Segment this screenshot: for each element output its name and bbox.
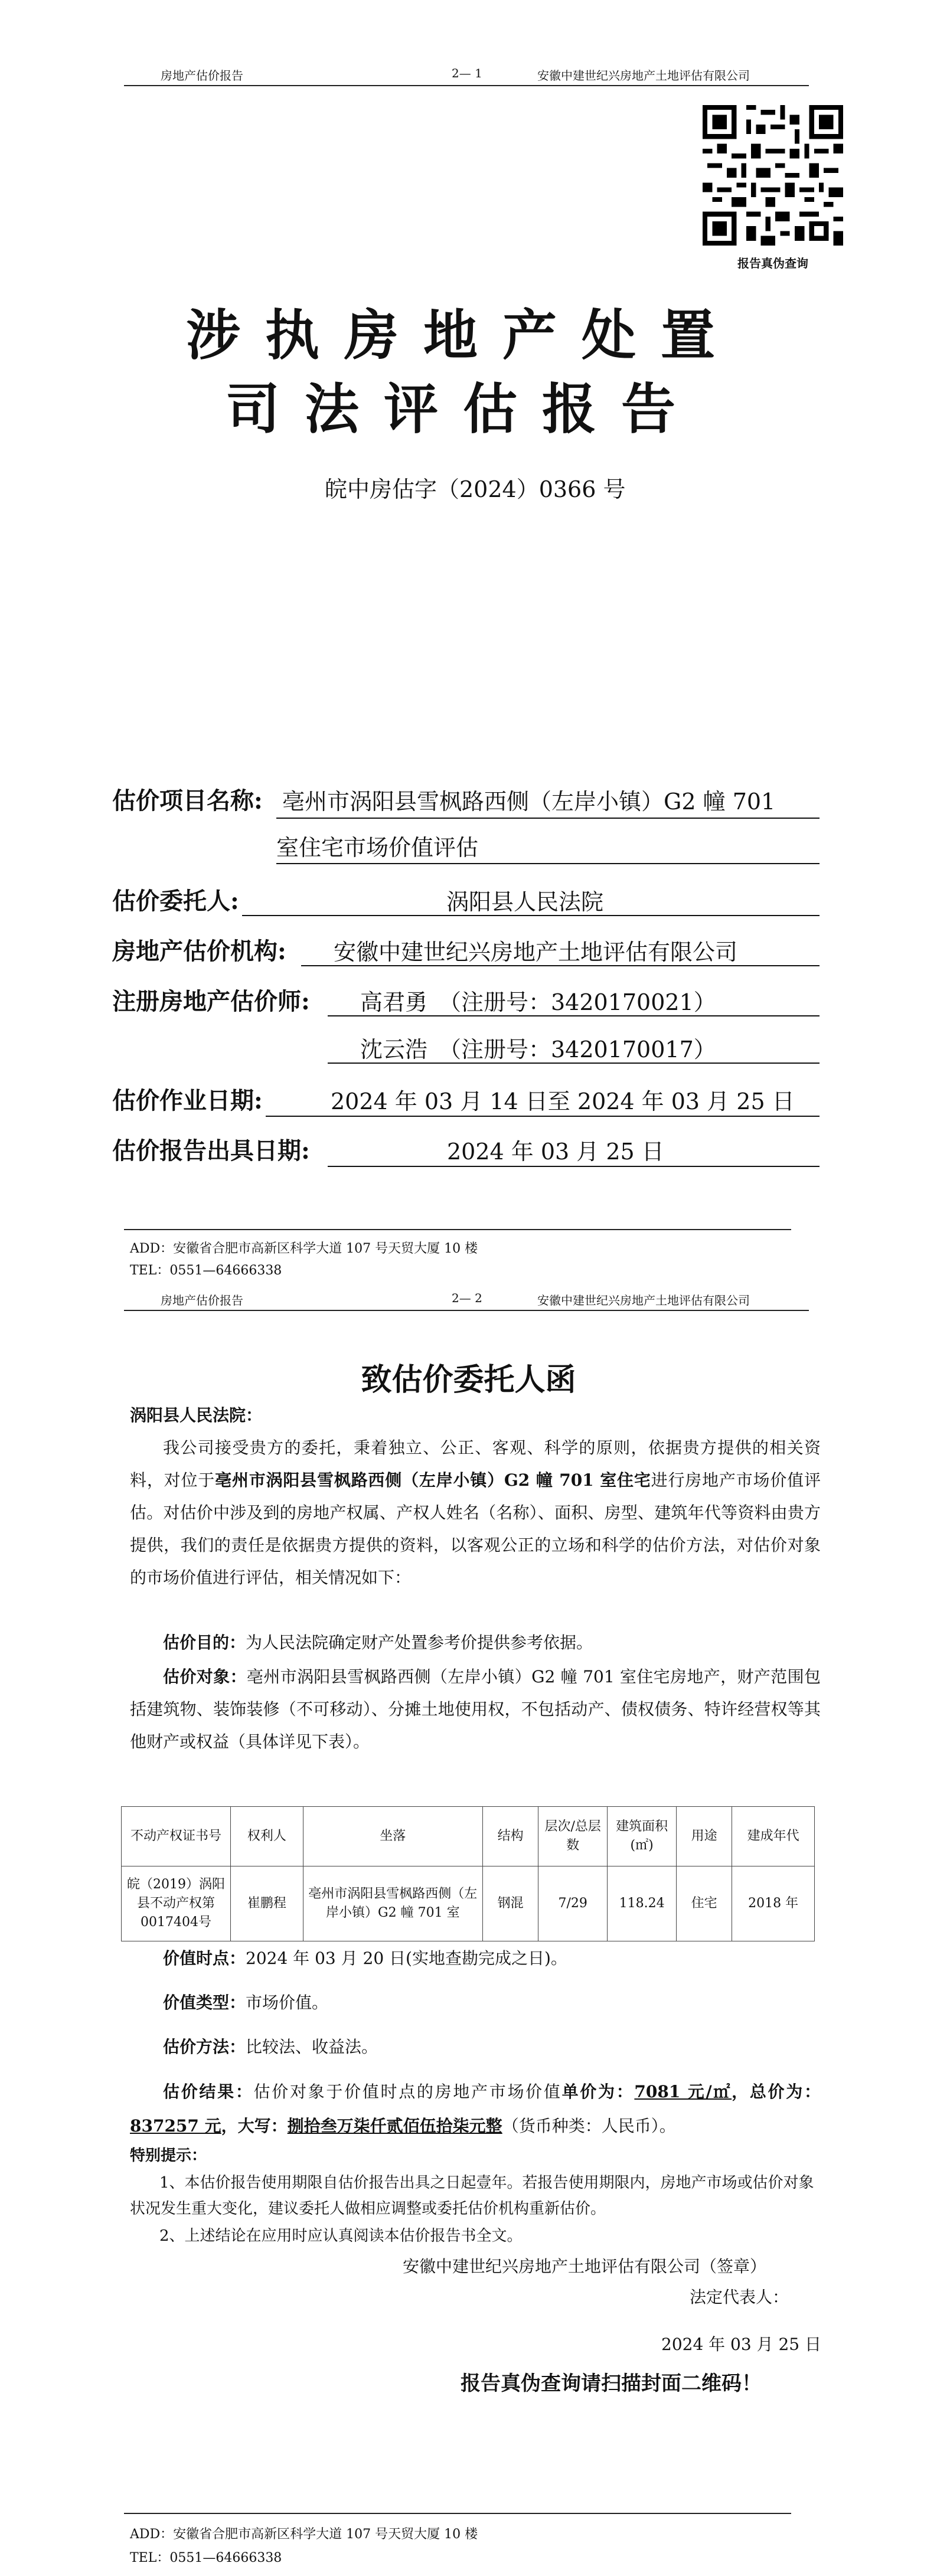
table-header: 不动产权证书号: [122, 1807, 231, 1866]
page-header: [124, 59, 809, 86]
table-header: 层次/总层数: [538, 1807, 608, 1866]
document-number: 皖中房估字（2024）0366 号: [325, 476, 626, 502]
client-value: 涡阳县人民法院: [446, 889, 604, 915]
purpose-text: 为人民法院确定财产处置参考价提供参考依据。: [246, 1633, 593, 1652]
table-header: 坐落: [303, 1807, 482, 1866]
client-label: 估价委托人:: [112, 887, 239, 915]
table-cell: 钢混: [482, 1866, 538, 1941]
project-underline-2: [276, 863, 820, 864]
header-company: 安徽中建世纪兴房地产土地评估有限公司: [537, 1293, 750, 1307]
client-underline: [242, 915, 820, 916]
signing-company: 安徽中建世纪兴房地产土地评估有限公司（签章）: [403, 2257, 767, 2276]
object-paragraph: [130, 1660, 821, 1758]
agency-value: 安徽中建世纪兴房地产土地评估有限公司: [334, 939, 738, 965]
header-left: 房地产估价报告: [161, 1293, 243, 1307]
value-type-line: [130, 1986, 821, 2019]
table-header: 用途: [677, 1807, 732, 1866]
object-text: 亳州市涡阳县雪枫路西侧（左岸小镇）G2 幢 701 室住宅房地产，财产范围包括建筑物、装饰装修（不可移动）、分摊土地使用权，不包括动产、债权债务、特许经营权等其他财产或权益（具体详见下表）。: [130, 1667, 821, 1751]
property-table: [121, 1806, 815, 1941]
footer-address: ADD：安徽省合肥市高新区科学大道 107 号天贸大厦 10 楼: [130, 2527, 478, 2542]
method-text: 比较法、收益法。: [246, 2037, 378, 2057]
table-header-row: [122, 1807, 815, 1866]
table-cell: 7/29: [538, 1866, 608, 1941]
header-page-number: 2— 2: [452, 1291, 482, 1305]
intro-paragraph: [130, 1431, 821, 1594]
project-underline-1: [276, 818, 820, 819]
table-cell: 亳州市涡阳县雪枫路西侧（左岸小镇）G2 幢 701 室: [303, 1866, 482, 1941]
intro-text-rest: 进行房地产市场价值评估。对估价中涉及到的房地产权属、产权人姓名（名称）、面积、房型、建筑年代等资料由贵方提供，我们的责任是依据贵方提供的资料，以客观公正的立场和科学的估价方法，对估价对象的市场价值进行评估，相关情况如下：: [130, 1470, 821, 1587]
project-label: 估价项目名称:: [112, 787, 263, 815]
total-label: ，总价为：: [732, 2082, 821, 2101]
qr-code-icon: [703, 105, 843, 246]
verification-notice: 报告真伪查询请扫描封面二维码！: [461, 2372, 762, 2395]
legal-representative: 法定代表人：: [690, 2287, 789, 2307]
agency-label: 房地产估价机构:: [112, 937, 286, 965]
value-type-text: 市场价值。: [246, 1993, 329, 2012]
object-label: 估价对象：: [163, 1667, 247, 1686]
header-company: 安徽中建世纪兴房地产土地评估有限公司: [537, 68, 750, 83]
valuation-date-text: 2024 年 03 月 20 日(实地查勘完成之日)。: [246, 1949, 567, 1968]
value-type-label: 价值类型：: [163, 1993, 246, 2012]
issue-date-underline: [328, 1166, 820, 1167]
page-header: [124, 1284, 809, 1311]
issue-date-label: 估价报告出具日期:: [112, 1137, 310, 1165]
table-cell: 崔鹏程: [231, 1866, 303, 1941]
header-left: 房地产估价报告: [161, 68, 243, 83]
valuation-date-line: [130, 1942, 821, 1975]
intro-subject: 亳州市涡阳县雪枫路西侧（左岸小镇）G2 幢 701 室住宅: [215, 1470, 651, 1490]
result-paragraph: [130, 2075, 821, 2143]
appraiser-1: 高君勇 （注册号：3420170021）: [360, 989, 716, 1015]
appraiser-2: 沈云浩 （注册号：3420170017）: [360, 1037, 716, 1063]
cover-page: [0, 0, 937, 1284]
salutation: 涡阳县人民法院：: [130, 1405, 263, 1425]
report-title-line1: 涉执房地产处置: [186, 303, 740, 367]
footer-rule: [124, 2513, 791, 2514]
workdate-value: 2024 年 03 月 14 日至 2024 年 03 月 25 日: [331, 1088, 795, 1114]
signing-date: 2024 年 03 月 25 日: [661, 2335, 822, 2354]
issue-date-value: 2024 年 03 月 25 日: [447, 1139, 664, 1165]
footer-address: ADD：安徽省合肥市高新区科学大道 107 号天贸大厦 10 楼: [130, 1241, 478, 1256]
total-value: 837257 元: [130, 2116, 221, 2136]
special-notice-label: 特别提示：: [130, 2147, 207, 2165]
purpose-label: 估价目的：: [163, 1633, 246, 1652]
letter-title: 致估价委托人函: [361, 1362, 576, 1398]
table-row: [122, 1866, 815, 1941]
result-label: 估价结果：: [163, 2082, 254, 2101]
intro-text: 我公司接受贵方的委托，秉着独立、公正、客观、科学的原则，依据贵方提供的相关资料，对位于: [130, 1438, 821, 1490]
valuation-date-label: 价值时点：: [163, 1949, 246, 1968]
table-cell: 2018 年: [732, 1866, 815, 1941]
appraiser-underline-2: [328, 1063, 820, 1064]
unit-price-value: 7081 元/㎡: [634, 2082, 732, 2101]
method-label: 估价方法：: [163, 2037, 246, 2057]
qr-caption: 报告真伪查询: [737, 256, 808, 270]
appraiser-label: 注册房地产估价师:: [112, 988, 310, 1015]
table-header: 建筑面积(㎡): [608, 1807, 677, 1866]
result-text: 估价对象于价值时点的房地产市场价值: [253, 2082, 562, 2101]
total-cn-value: 捌拾叁万柒仟贰佰伍拾柒元整: [287, 2116, 502, 2136]
footer-rule: [124, 1229, 791, 1230]
unit-price-label: 单价为：: [561, 2082, 635, 2101]
method-line: [130, 2031, 821, 2063]
agency-underline: [301, 965, 820, 966]
table-cell: 118.24: [608, 1866, 677, 1941]
report-title-line2: 司法评估报告: [226, 377, 701, 441]
currency-text: （货币种类：人民币）。: [502, 2116, 676, 2136]
footer-tel: TEL：0551—64666338: [130, 2551, 282, 2565]
total-cn-label: ，大写：: [221, 2116, 288, 2136]
table-cell: 住宅: [677, 1866, 732, 1941]
project-value-line1: 亳州市涡阳县雪枫路西侧（左岸小镇）G2 幢 701: [282, 789, 776, 815]
header-page-number: 2— 1: [452, 66, 482, 80]
notice-1: 1、本估价报告使用期限自估价报告出具之日起壹年。若报告使用期限内，房地产市场或估价对象状况发生重大变化，建议委托人做相应调整或委托估价机构重新估价。: [130, 2174, 814, 2218]
footer-tel: TEL：0551—64666338: [130, 1263, 282, 1278]
workdate-underline: [266, 1116, 820, 1117]
table-header: 建成年代: [732, 1807, 815, 1866]
workdate-label: 估价作业日期:: [112, 1087, 263, 1114]
project-value-line2: 室住宅市场价值评估: [276, 835, 479, 861]
table-cell: 皖（2019）涡阳县不动产权第0017404号: [122, 1866, 231, 1941]
table-header: 权利人: [231, 1807, 303, 1866]
appraiser-underline-1: [328, 1015, 820, 1016]
purpose-paragraph: [130, 1626, 821, 1659]
table-header: 结构: [482, 1807, 538, 1866]
notice-2: 2、上述结论在应用时应认真阅读本估价报告书全文。: [159, 2227, 523, 2245]
